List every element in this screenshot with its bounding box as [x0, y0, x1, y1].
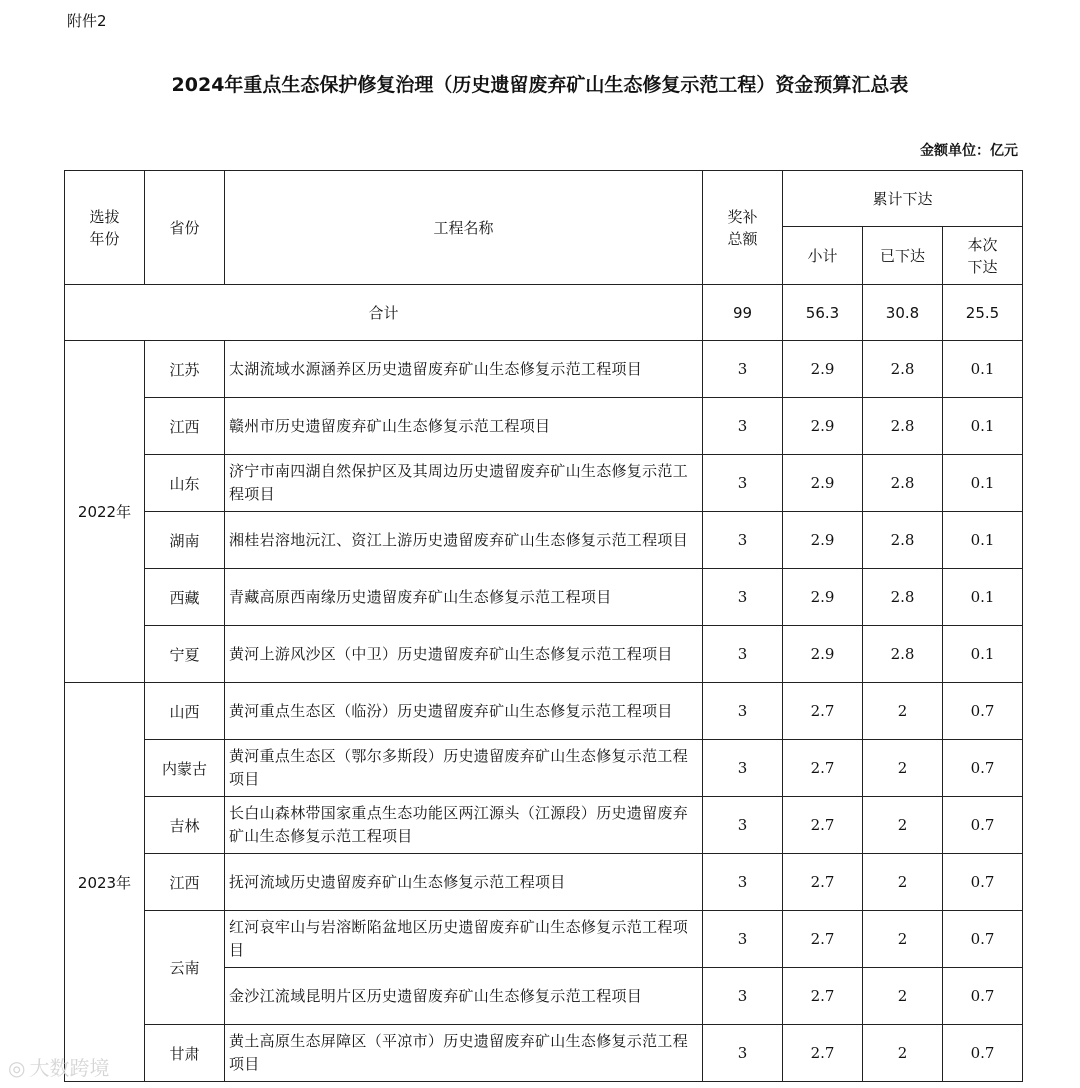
current-cell: 0.7: [943, 968, 1023, 1025]
award-cell: 3: [703, 854, 783, 911]
project-cell: 太湖流域水源涵养区历史遗留废弃矿山生态修复示范工程项目: [225, 341, 703, 398]
subtotal-cell: 2.7: [783, 740, 863, 797]
unit-note: 金额单位：亿元: [920, 143, 1018, 159]
header-cumulative: 累计下达: [783, 171, 1023, 227]
current-cell: 0.7: [943, 740, 1023, 797]
table-row: [65, 740, 1023, 797]
award-cell: 3: [703, 797, 783, 854]
award-cell: 3: [703, 512, 783, 569]
award-cell: 3: [703, 455, 783, 512]
award-cell: 3: [703, 569, 783, 626]
project-cell: 长白山森林带国家重点生态功能区两江源头（江源段）历史遗留废弃矿山生态修复示范工程项目: [225, 797, 703, 854]
project-cell: 湘桂岩溶地沅江、资江上游历史遗留废弃矿山生态修复示范工程项目: [225, 512, 703, 569]
current-cell: 0.1: [943, 455, 1023, 512]
project-cell: 金沙江流域昆明片区历史遗留废弃矿山生态修复示范工程项目: [225, 968, 703, 1025]
subtotal-cell: 2.7: [783, 1025, 863, 1082]
current-cell: 0.7: [943, 911, 1023, 968]
project-cell: 抚河流域历史遗留废弃矿山生态修复示范工程项目: [225, 854, 703, 911]
header-issued: 已下达: [863, 227, 943, 285]
current-cell: 0.7: [943, 1025, 1023, 1082]
subtotal-cell: 2.7: [783, 797, 863, 854]
current-cell: 0.7: [943, 683, 1023, 740]
province-cell: 西藏: [145, 569, 225, 626]
issued-cell: 2: [863, 797, 943, 854]
project-cell: 黄河上游风沙区（中卫）历史遗留废弃矿山生态修复示范工程项目: [225, 626, 703, 683]
award-cell: 3: [703, 740, 783, 797]
budget-table: [64, 170, 1023, 1082]
project-cell: 红河哀牢山与岩溶断陷盆地区历史遗留废弃矿山生态修复示范工程项目: [225, 911, 703, 968]
subtotal-cell: 2.7: [783, 683, 863, 740]
header-province: 省份: [145, 171, 225, 285]
header-award-total: 奖补 总额: [703, 171, 783, 285]
subtotal-cell: 2.9: [783, 626, 863, 683]
table-row: [65, 797, 1023, 854]
award-cell: 3: [703, 1025, 783, 1082]
award-cell: 3: [703, 968, 783, 1025]
award-cell: 3: [703, 398, 783, 455]
total-subtotal: 56.3: [783, 285, 863, 341]
current-cell: 0.7: [943, 854, 1023, 911]
project-cell: 黄河重点生态区（鄂尔多斯段）历史遗留废弃矿山生态修复示范工程项目: [225, 740, 703, 797]
province-cell: 湖南: [145, 512, 225, 569]
total-label: 合计: [65, 285, 703, 341]
header-subtotal: 小计: [783, 227, 863, 285]
issued-cell: 2.8: [863, 398, 943, 455]
current-cell: 0.1: [943, 341, 1023, 398]
header-current: 本次 下达: [943, 227, 1023, 285]
subtotal-cell: 2.9: [783, 512, 863, 569]
watermark: [8, 1052, 109, 1081]
province-cell: 内蒙古: [145, 740, 225, 797]
issued-cell: 2: [863, 911, 943, 968]
total-issued: 30.8: [863, 285, 943, 341]
table-row: [65, 911, 1023, 968]
attachment-label: 附件2: [67, 12, 107, 30]
award-cell: 3: [703, 683, 783, 740]
table-row: [65, 854, 1023, 911]
year-cell: 2023年: [65, 683, 145, 1082]
header-project: 工程名称: [225, 171, 703, 285]
issued-cell: 2: [863, 1025, 943, 1082]
table-row: [65, 455, 1023, 512]
issued-cell: 2: [863, 968, 943, 1025]
watermark-text: 大数跨境: [29, 1056, 110, 1080]
table-row: [65, 683, 1023, 740]
issued-cell: 2.8: [863, 512, 943, 569]
year-cell: 2022年: [65, 341, 145, 683]
issued-cell: 2: [863, 740, 943, 797]
header-year: 选拔 年份: [65, 171, 145, 285]
table-row: [65, 512, 1023, 569]
award-cell: 3: [703, 626, 783, 683]
issued-cell: 2: [863, 854, 943, 911]
issued-cell: 2.8: [863, 569, 943, 626]
issued-cell: 2.8: [863, 626, 943, 683]
province-cell: 云南: [145, 911, 225, 1025]
total-current: 25.5: [943, 285, 1023, 341]
issued-cell: 2.8: [863, 455, 943, 512]
table-row: [65, 341, 1023, 398]
table-row: [65, 626, 1023, 683]
project-cell: 济宁市南四湖自然保护区及其周边历史遗留废弃矿山生态修复示范工程项目: [225, 455, 703, 512]
subtotal-cell: 2.7: [783, 854, 863, 911]
table-row: [65, 569, 1023, 626]
subtotal-cell: 2.9: [783, 341, 863, 398]
province-cell: 甘肃: [145, 1025, 225, 1082]
province-cell: 江西: [145, 398, 225, 455]
issued-cell: 2.8: [863, 341, 943, 398]
current-cell: 0.7: [943, 797, 1023, 854]
subtotal-cell: 2.7: [783, 911, 863, 968]
subtotal-cell: 2.7: [783, 968, 863, 1025]
total-row: [65, 285, 1023, 341]
province-cell: 宁夏: [145, 626, 225, 683]
eye-logo-icon: ◎: [8, 1056, 26, 1080]
table-row: [65, 1025, 1023, 1082]
province-cell: 山西: [145, 683, 225, 740]
province-cell: 吉林: [145, 797, 225, 854]
province-cell: 江西: [145, 854, 225, 911]
current-cell: 0.1: [943, 398, 1023, 455]
issued-cell: 2: [863, 683, 943, 740]
province-cell: 江苏: [145, 341, 225, 398]
project-cell: 赣州市历史遗留废弃矿山生态修复示范工程项目: [225, 398, 703, 455]
award-cell: 3: [703, 341, 783, 398]
table-row: [65, 398, 1023, 455]
current-cell: 0.1: [943, 626, 1023, 683]
current-cell: 0.1: [943, 512, 1023, 569]
project-cell: 黄河重点生态区（临汾）历史遗留废弃矿山生态修复示范工程项目: [225, 683, 703, 740]
total-award: 99: [703, 285, 783, 341]
award-cell: 3: [703, 911, 783, 968]
subtotal-cell: 2.9: [783, 455, 863, 512]
province-cell: 山东: [145, 455, 225, 512]
project-cell: 黄土高原生态屏障区（平凉市）历史遗留废弃矿山生态修复示范工程项目: [225, 1025, 703, 1082]
current-cell: 0.1: [943, 569, 1023, 626]
project-cell: 青藏高原西南缘历史遗留废弃矿山生态修复示范工程项目: [225, 569, 703, 626]
page-title: 2024年重点生态保护修复治理（历史遗留废弃矿山生态修复示范工程）资金预算汇总表: [171, 74, 909, 96]
subtotal-cell: 2.9: [783, 569, 863, 626]
subtotal-cell: 2.9: [783, 398, 863, 455]
